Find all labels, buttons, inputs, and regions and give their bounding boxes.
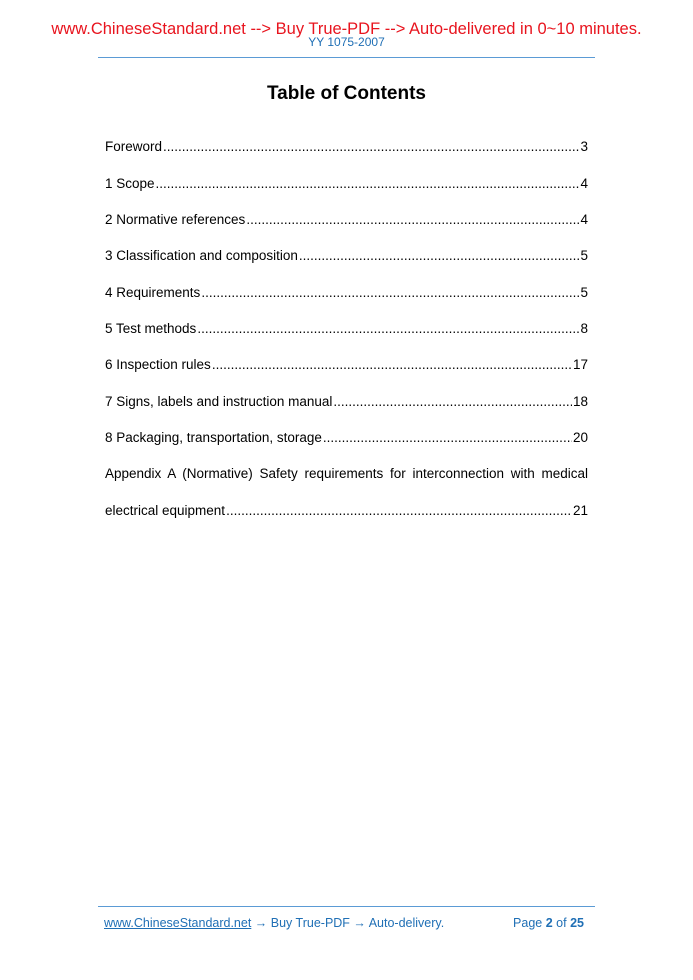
toc-entry-label: 8 Packaging, transportation, storage xyxy=(105,430,322,445)
toc-leader-dots xyxy=(226,503,572,519)
toc-entry-inspection-rules[interactable] xyxy=(105,357,588,373)
document-code: YY 1075-2007 xyxy=(308,35,385,49)
footer-divider xyxy=(98,906,595,907)
toc-leader-dots xyxy=(197,321,579,337)
toc-entry-test-methods[interactable] xyxy=(105,321,588,337)
toc-leader-dots xyxy=(299,248,580,264)
toc-title: Table of Contents xyxy=(266,83,427,104)
footer-tagline: → Buy True-PDF → Auto-delivery. xyxy=(251,916,445,930)
page-current: 2 xyxy=(545,916,553,930)
toc-entry-requirements[interactable] xyxy=(105,285,588,301)
toc-leader-dots xyxy=(156,176,580,192)
toc-entry-label: 7 Signs, labels and instruction manual xyxy=(105,394,333,409)
page-label: Page xyxy=(513,916,543,930)
toc-entry-page: 17 xyxy=(572,357,588,372)
toc-entry-classification[interactable] xyxy=(105,248,588,264)
toc-entry-scope[interactable] xyxy=(105,176,588,192)
toc-entry-label: 5 Test methods xyxy=(105,321,197,336)
toc-leader-dots xyxy=(163,139,579,155)
toc-entry-signs-labels[interactable] xyxy=(105,394,588,410)
page-indicator xyxy=(513,916,584,931)
toc-entry-foreword[interactable] xyxy=(105,139,588,155)
toc-entry-page: 8 xyxy=(580,321,588,336)
page-total: 25 xyxy=(570,916,584,930)
page-footer xyxy=(104,916,584,931)
toc-entry-label: electrical equipment xyxy=(105,503,226,518)
toc-entry-page: 4 xyxy=(580,176,588,191)
toc-entry-page: 5 xyxy=(580,285,588,300)
toc-entry-page: 21 xyxy=(572,503,588,518)
toc-entry-label: 1 Scope xyxy=(105,176,155,191)
toc-leader-dots xyxy=(201,285,579,301)
toc-entry-page: 5 xyxy=(580,248,588,263)
toc-entry-appendix-a-line[interactable]: Appendix A (Normative) Safety requirements for interconnection with medical xyxy=(105,466,588,481)
header-divider xyxy=(98,57,595,58)
toc-entry-appendix-a[interactable] xyxy=(105,503,588,519)
toc-entry-packaging[interactable] xyxy=(105,430,588,446)
page-of: of xyxy=(556,916,567,930)
toc-entry-page: 3 xyxy=(580,139,588,154)
toc-entry-label: 3 Classification and composition xyxy=(105,248,298,263)
promo-banner[interactable]: www.ChineseStandard.net --> Buy True-PDF --> Auto-delivered in 0~10 minutes. xyxy=(51,20,642,38)
toc-entry-page: 18 xyxy=(572,394,588,409)
toc-leader-dots xyxy=(333,394,572,410)
toc-entry-label: 4 Requirements xyxy=(105,285,201,300)
toc-entry-label: 6 Inspection rules xyxy=(105,357,211,372)
toc-leader-dots xyxy=(212,357,572,373)
toc-entry-label: Foreword xyxy=(105,139,163,154)
toc-entry-page: 20 xyxy=(572,430,588,445)
toc-entry-normative-references[interactable] xyxy=(105,212,588,228)
toc-entry-page: 4 xyxy=(580,212,588,227)
toc-leader-dots xyxy=(323,430,572,446)
toc-entry-label: 2 Normative references xyxy=(105,212,246,227)
footer-site-link[interactable]: www.ChineseStandard.net xyxy=(104,916,252,930)
toc-leader-dots xyxy=(246,212,579,228)
